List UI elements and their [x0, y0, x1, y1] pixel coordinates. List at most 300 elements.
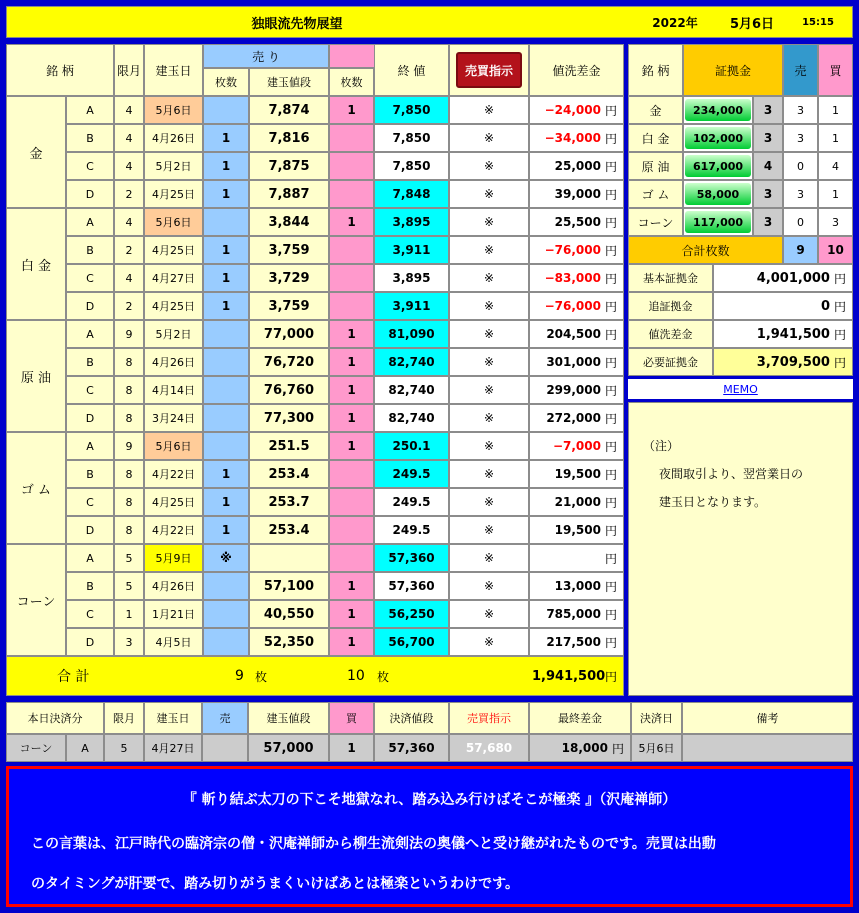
margin-summary-value-cell — [713, 264, 853, 292]
row-month: 9 — [114, 432, 144, 460]
header-time: 15:15 — [802, 16, 834, 28]
settle-header-final: 最終差金 — [529, 702, 631, 734]
row-label: B — [66, 572, 114, 600]
row-close: 3,895 — [374, 264, 449, 292]
row-buy-count — [329, 516, 374, 544]
row-diff-value: 272,000 — [546, 411, 601, 425]
row-date: 3月24日 — [144, 404, 203, 432]
yen-unit: 円 — [833, 327, 846, 342]
title-bar — [6, 6, 853, 38]
row-label: D — [66, 628, 114, 656]
row-label: D — [66, 404, 114, 432]
row-date: 4月25日 — [144, 236, 203, 264]
row-sell-count — [203, 376, 249, 404]
memo-link[interactable]: MEMO — [723, 382, 758, 396]
header-tategyokubi: 建玉日 — [144, 44, 203, 96]
row-label: D — [66, 292, 114, 320]
row-label: A — [66, 96, 114, 124]
margin-row-amount: 102,000 — [685, 127, 751, 149]
row-sell-count — [203, 96, 249, 124]
row-buy-count — [329, 292, 374, 320]
header-year: 2022年 — [652, 15, 698, 30]
settle-header-settle_date: 決済日 — [631, 702, 682, 734]
row-close: 7,850 — [374, 152, 449, 180]
margin-row-buy: 4 — [818, 152, 853, 180]
total-sell-unit: 枚 — [255, 669, 268, 684]
yen-unit: 円 — [604, 551, 617, 566]
margin-summary-value-cell — [713, 320, 853, 348]
row-diff — [529, 320, 624, 348]
margin-row-name: 金 — [628, 96, 683, 124]
row-close: 56,700 — [374, 628, 449, 656]
margin-summary-label: 値洗差金 — [628, 320, 713, 348]
row-mark: ※ — [449, 124, 529, 152]
margin-row-amount-cell — [683, 152, 753, 180]
yen-unit: 円 — [833, 299, 846, 314]
row-date: 4月26日 — [144, 124, 203, 152]
row-buy-count: 1 — [329, 96, 374, 124]
instruction-button[interactable]: 売買指示 — [456, 52, 522, 88]
margin-row-count: 3 — [753, 180, 783, 208]
settle-row-price: 57,000 — [248, 734, 329, 762]
yen-unit: 円 — [604, 103, 617, 118]
row-diff — [529, 208, 624, 236]
row-sell-count — [203, 628, 249, 656]
commodity-name: ゴ ム — [6, 432, 66, 544]
row-buy-count: 1 — [329, 600, 374, 628]
row-diff-value: 301,000 — [546, 355, 601, 369]
yen-unit: 円 — [604, 271, 617, 286]
margin-row-buy: 1 — [818, 96, 853, 124]
margin-row-amount: 617,000 — [685, 155, 751, 177]
row-date: 5月6日 — [144, 208, 203, 236]
row-month: 8 — [114, 348, 144, 376]
row-price: 3,844 — [249, 208, 329, 236]
row-buy-count — [329, 124, 374, 152]
margin-row-count: 3 — [753, 96, 783, 124]
row-date: 4月22日 — [144, 460, 203, 488]
row-mark: ※ — [449, 96, 529, 124]
header-sell-count: 枚数 — [203, 68, 249, 96]
settlement-table — [6, 702, 853, 762]
total-yen: 円 — [605, 669, 618, 684]
settle-header-note: 備考 — [682, 702, 853, 734]
yen-unit: 円 — [604, 635, 617, 650]
row-price: 76,720 — [249, 348, 329, 376]
margin-total-label: 合計枚数 — [628, 236, 783, 264]
row-price: 253.4 — [249, 516, 329, 544]
yen-unit: 円 — [604, 383, 617, 398]
row-price: 253.4 — [249, 460, 329, 488]
settle-row-month: 5 — [104, 734, 144, 762]
header-sell: 売 り — [203, 44, 329, 68]
row-sell-count — [203, 208, 249, 236]
row-close: 249.5 — [374, 488, 449, 516]
row-month: 4 — [114, 208, 144, 236]
memo-header — [628, 379, 853, 399]
row-buy-count — [329, 460, 374, 488]
row-date: 4月5日 — [144, 628, 203, 656]
row-label: B — [66, 124, 114, 152]
settle-row-sell — [202, 734, 248, 762]
margin-row-buy: 1 — [818, 124, 853, 152]
header-gengetsu: 限月 — [114, 44, 144, 96]
row-close: 7,850 — [374, 96, 449, 124]
margin-header-meigara: 銘 柄 — [628, 44, 683, 96]
yen-unit: 円 — [604, 607, 617, 622]
row-date: 4月25日 — [144, 488, 203, 516]
row-date: 5月2日 — [144, 320, 203, 348]
yen-unit: 円 — [604, 495, 617, 510]
row-month: 8 — [114, 516, 144, 544]
row-buy-count: 1 — [329, 208, 374, 236]
yen-unit: 円 — [604, 579, 617, 594]
row-price: 3,759 — [249, 292, 329, 320]
row-month: 2 — [114, 292, 144, 320]
row-close: 82,740 — [374, 348, 449, 376]
memo-box — [628, 402, 853, 696]
settle-row-final: 18,000 — [561, 741, 608, 755]
margin-summary-value: 4,001,000 — [756, 270, 830, 286]
margin-summary-value: 1,941,500 — [756, 326, 830, 342]
row-label: A — [66, 544, 114, 572]
row-diff — [529, 488, 624, 516]
row-close: 3,911 — [374, 292, 449, 320]
margin-row-amount-cell — [683, 124, 753, 152]
row-month: 5 — [114, 544, 144, 572]
settle-row-buy: 1 — [329, 734, 374, 762]
margin-summary-label: 基本証拠金 — [628, 264, 713, 292]
settle-row-name: コーン — [6, 734, 66, 762]
row-price: 52,350 — [249, 628, 329, 656]
settle-row-instruction: 57,680 — [449, 734, 529, 762]
row-buy-count — [329, 236, 374, 264]
row-date: 5月6日 — [144, 96, 203, 124]
row-diff-value: −7,000 — [552, 439, 601, 453]
row-date: 1月21日 — [144, 600, 203, 628]
margin-row-sell: 3 — [783, 124, 818, 152]
row-sell-count: 1 — [203, 292, 249, 320]
row-month: 4 — [114, 152, 144, 180]
row-close: 7,848 — [374, 180, 449, 208]
row-diff — [529, 292, 624, 320]
row-close: 57,360 — [374, 572, 449, 600]
quote-title: 『 斬り結ぶ太刀の下こそ地獄なれ、踏み込み行けばそこが極楽 』（沢庵禅師） — [182, 792, 677, 808]
settle-row-label: A — [66, 734, 104, 762]
yen-unit: 円 — [833, 271, 846, 286]
quote-line-2: のタイミングが肝要で、踏み切りがうまくいけばあとは極楽というわけです。 — [31, 876, 520, 892]
total-diff: 1,941,500 — [532, 668, 606, 684]
row-month: 9 — [114, 320, 144, 348]
margin-row-amount-cell — [683, 208, 753, 236]
total-buy-unit: 枚 — [377, 669, 390, 684]
row-sell-count: 1 — [203, 264, 249, 292]
row-diff — [529, 516, 624, 544]
margin-summary-value: 3,709,500 — [756, 354, 830, 370]
margin-header-sell: 売 — [783, 44, 818, 96]
row-mark: ※ — [449, 516, 529, 544]
row-price: 251.5 — [249, 432, 329, 460]
header-close: 終 値 — [374, 44, 449, 96]
row-month: 3 — [114, 628, 144, 656]
row-label: B — [66, 460, 114, 488]
row-month: 4 — [114, 96, 144, 124]
row-diff-value: 204,500 — [546, 327, 601, 341]
header-meigara: 銘 柄 — [6, 44, 114, 96]
row-buy-count: 1 — [329, 628, 374, 656]
margin-summary-label: 追証拠金 — [628, 292, 713, 320]
row-month: 4 — [114, 264, 144, 292]
row-price: 57,100 — [249, 572, 329, 600]
row-sell-count: ※ — [203, 544, 249, 572]
settle-header-price: 建玉値段 — [248, 702, 329, 734]
row-diff — [529, 264, 624, 292]
row-date: 5月2日 — [144, 152, 203, 180]
margin-row-name: 原 油 — [628, 152, 683, 180]
margin-row-name: 白 金 — [628, 124, 683, 152]
margin-row-amount: 58,000 — [685, 183, 751, 205]
row-sell-count — [203, 600, 249, 628]
margin-row-sell: 0 — [783, 152, 818, 180]
row-diff-value: −34,000 — [544, 131, 601, 145]
row-diff — [529, 180, 624, 208]
row-mark: ※ — [449, 180, 529, 208]
memo-note-label: （注） — [643, 439, 680, 453]
row-date: 4月25日 — [144, 292, 203, 320]
row-label: B — [66, 348, 114, 376]
quote-box — [6, 766, 853, 907]
header-date: 5月6日 — [729, 16, 775, 32]
row-price: 253.7 — [249, 488, 329, 516]
row-diff-value: 25,500 — [554, 215, 601, 229]
row-date: 4月26日 — [144, 572, 203, 600]
row-price: 7,874 — [249, 96, 329, 124]
settle-row-settle-price: 57,360 — [374, 734, 449, 762]
row-diff — [529, 124, 624, 152]
row-mark: ※ — [449, 600, 529, 628]
margin-header-buy: 買 — [818, 44, 853, 96]
row-close: 7,850 — [374, 124, 449, 152]
row-mark: ※ — [449, 404, 529, 432]
yen-unit: 円 — [604, 523, 617, 538]
row-buy-count: 1 — [329, 348, 374, 376]
header-instruction-cell — [449, 44, 529, 96]
row-price — [249, 544, 329, 572]
row-month: 1 — [114, 600, 144, 628]
row-close: 249.5 — [374, 460, 449, 488]
row-date: 4月26日 — [144, 348, 203, 376]
row-month: 8 — [114, 460, 144, 488]
header-price: 建玉値段 — [249, 68, 329, 96]
yen-unit: 円 — [604, 187, 617, 202]
yen-unit: 円 — [604, 467, 617, 482]
margin-summary-label: 必要証拠金 — [628, 348, 713, 376]
margin-header-margin: 証拠金 — [683, 44, 783, 96]
row-month: 2 — [114, 236, 144, 264]
row-price: 77,000 — [249, 320, 329, 348]
row-month: 8 — [114, 488, 144, 516]
positions-table — [6, 44, 624, 696]
row-diff — [529, 236, 624, 264]
row-mark: ※ — [449, 292, 529, 320]
row-sell-count — [203, 404, 249, 432]
row-diff-value: 217,500 — [546, 635, 601, 649]
settle-header-title: 本日決済分 — [6, 702, 104, 734]
settle-header-buy: 買 — [329, 702, 374, 734]
row-close: 3,895 — [374, 208, 449, 236]
row-mark: ※ — [449, 488, 529, 516]
row-diff-value: 19,500 — [554, 467, 601, 481]
row-mark: ※ — [449, 628, 529, 656]
row-close: 56,250 — [374, 600, 449, 628]
row-diff — [529, 348, 624, 376]
settle-row-final-cell — [529, 734, 631, 762]
settle-row-settle-date: 5月6日 — [631, 734, 682, 762]
row-diff-value: −76,000 — [544, 299, 601, 313]
row-date: 4月22日 — [144, 516, 203, 544]
quote-line-1: この言葉は、江戸時代の臨済宗の僧・沢庵禅師から柳生流剣法の奥儀へと受け継がれたものです。売買は出動 — [31, 836, 716, 852]
settle-header-date: 建玉日 — [144, 702, 202, 734]
row-buy-count: 1 — [329, 376, 374, 404]
row-price: 3,729 — [249, 264, 329, 292]
yen-unit: 円 — [611, 741, 624, 756]
row-mark: ※ — [449, 460, 529, 488]
margin-row-amount: 117,000 — [685, 211, 751, 233]
row-diff — [529, 96, 624, 124]
row-buy-count — [329, 264, 374, 292]
row-diff-value: 39,000 — [554, 187, 601, 201]
row-month: 8 — [114, 376, 144, 404]
row-price: 76,760 — [249, 376, 329, 404]
memo-line-1: 夜間取引より、翌営業日の — [659, 467, 804, 481]
margin-total-buy: 10 — [818, 236, 853, 264]
row-diff-value: 299,000 — [546, 383, 601, 397]
row-price: 40,550 — [249, 600, 329, 628]
row-mark: ※ — [449, 572, 529, 600]
row-label: A — [66, 432, 114, 460]
row-sell-count: 1 — [203, 516, 249, 544]
row-diff — [529, 460, 624, 488]
yen-unit: 円 — [833, 355, 846, 370]
total-label: 合 計 — [57, 669, 90, 685]
row-diff — [529, 544, 624, 572]
row-label: A — [66, 208, 114, 236]
row-diff — [529, 432, 624, 460]
row-mark: ※ — [449, 432, 529, 460]
row-price: 77,300 — [249, 404, 329, 432]
total-buy: 10 — [347, 668, 365, 684]
yen-unit: 円 — [604, 299, 617, 314]
row-diff — [529, 628, 624, 656]
row-sell-count: 1 — [203, 180, 249, 208]
settle-header-month: 限月 — [104, 702, 144, 734]
row-mark: ※ — [449, 320, 529, 348]
row-date: 5月6日 — [144, 432, 203, 460]
row-mark: ※ — [449, 208, 529, 236]
row-diff — [529, 376, 624, 404]
margin-row-buy: 1 — [818, 180, 853, 208]
row-label: C — [66, 600, 114, 628]
row-price: 3,759 — [249, 236, 329, 264]
row-mark: ※ — [449, 544, 529, 572]
row-mark: ※ — [449, 152, 529, 180]
margin-row-count: 3 — [753, 124, 783, 152]
row-price: 7,816 — [249, 124, 329, 152]
row-diff — [529, 600, 624, 628]
row-diff-value: −24,000 — [544, 103, 601, 117]
row-mark: ※ — [449, 348, 529, 376]
row-diff-value: 25,000 — [554, 159, 601, 173]
yen-unit: 円 — [604, 355, 617, 370]
total-row — [6, 656, 624, 696]
row-date: 5月9日 — [144, 544, 203, 572]
row-month: 5 — [114, 572, 144, 600]
margin-row-amount-cell — [683, 96, 753, 124]
yen-unit: 円 — [604, 159, 617, 174]
yen-unit: 円 — [604, 131, 617, 146]
row-month: 8 — [114, 404, 144, 432]
page-title: 独眼流先物展望 — [251, 16, 343, 32]
row-sell-count — [203, 348, 249, 376]
row-buy-count — [329, 180, 374, 208]
row-close: 3,911 — [374, 236, 449, 264]
row-date: 4月14日 — [144, 376, 203, 404]
row-mark: ※ — [449, 264, 529, 292]
row-sell-count: 1 — [203, 152, 249, 180]
row-diff-value: 19,500 — [554, 523, 601, 537]
row-label: B — [66, 236, 114, 264]
row-diff-value: 21,000 — [554, 495, 601, 509]
row-label: D — [66, 516, 114, 544]
row-price: 7,887 — [249, 180, 329, 208]
margin-summary-value-cell — [713, 348, 853, 376]
margin-row-amount-cell — [683, 180, 753, 208]
margin-row-amount: 234,000 — [685, 99, 751, 121]
row-label: A — [66, 320, 114, 348]
row-date: 4月25日 — [144, 180, 203, 208]
margin-row-sell: 0 — [783, 208, 818, 236]
header-diff: 値洗差金 — [529, 44, 624, 96]
margin-row-count: 4 — [753, 152, 783, 180]
row-sell-count — [203, 572, 249, 600]
row-buy-count: 1 — [329, 572, 374, 600]
margin-summary-value: 0 — [820, 298, 830, 314]
commodity-name: 原 油 — [6, 320, 66, 432]
yen-unit: 円 — [604, 439, 617, 454]
commodity-name: 白 金 — [6, 208, 66, 320]
commodity-name: コーン — [6, 544, 66, 656]
row-buy-count — [329, 544, 374, 572]
settle-row-note — [682, 734, 853, 762]
row-sell-count: 1 — [203, 460, 249, 488]
row-diff-value: 13,000 — [554, 579, 601, 593]
commodity-name: 金 — [6, 96, 66, 208]
row-label: D — [66, 180, 114, 208]
margin-row-count: 3 — [753, 208, 783, 236]
row-diff-value: 785,000 — [546, 607, 601, 621]
row-label: C — [66, 488, 114, 516]
margin-row-name: コーン — [628, 208, 683, 236]
margin-row-sell: 3 — [783, 180, 818, 208]
row-diff — [529, 572, 624, 600]
row-label: C — [66, 264, 114, 292]
margin-row-buy: 3 — [818, 208, 853, 236]
yen-unit: 円 — [604, 411, 617, 426]
total-sell: 9 — [235, 668, 244, 684]
yen-unit: 円 — [604, 327, 617, 342]
row-close: 81,090 — [374, 320, 449, 348]
row-mark: ※ — [449, 376, 529, 404]
